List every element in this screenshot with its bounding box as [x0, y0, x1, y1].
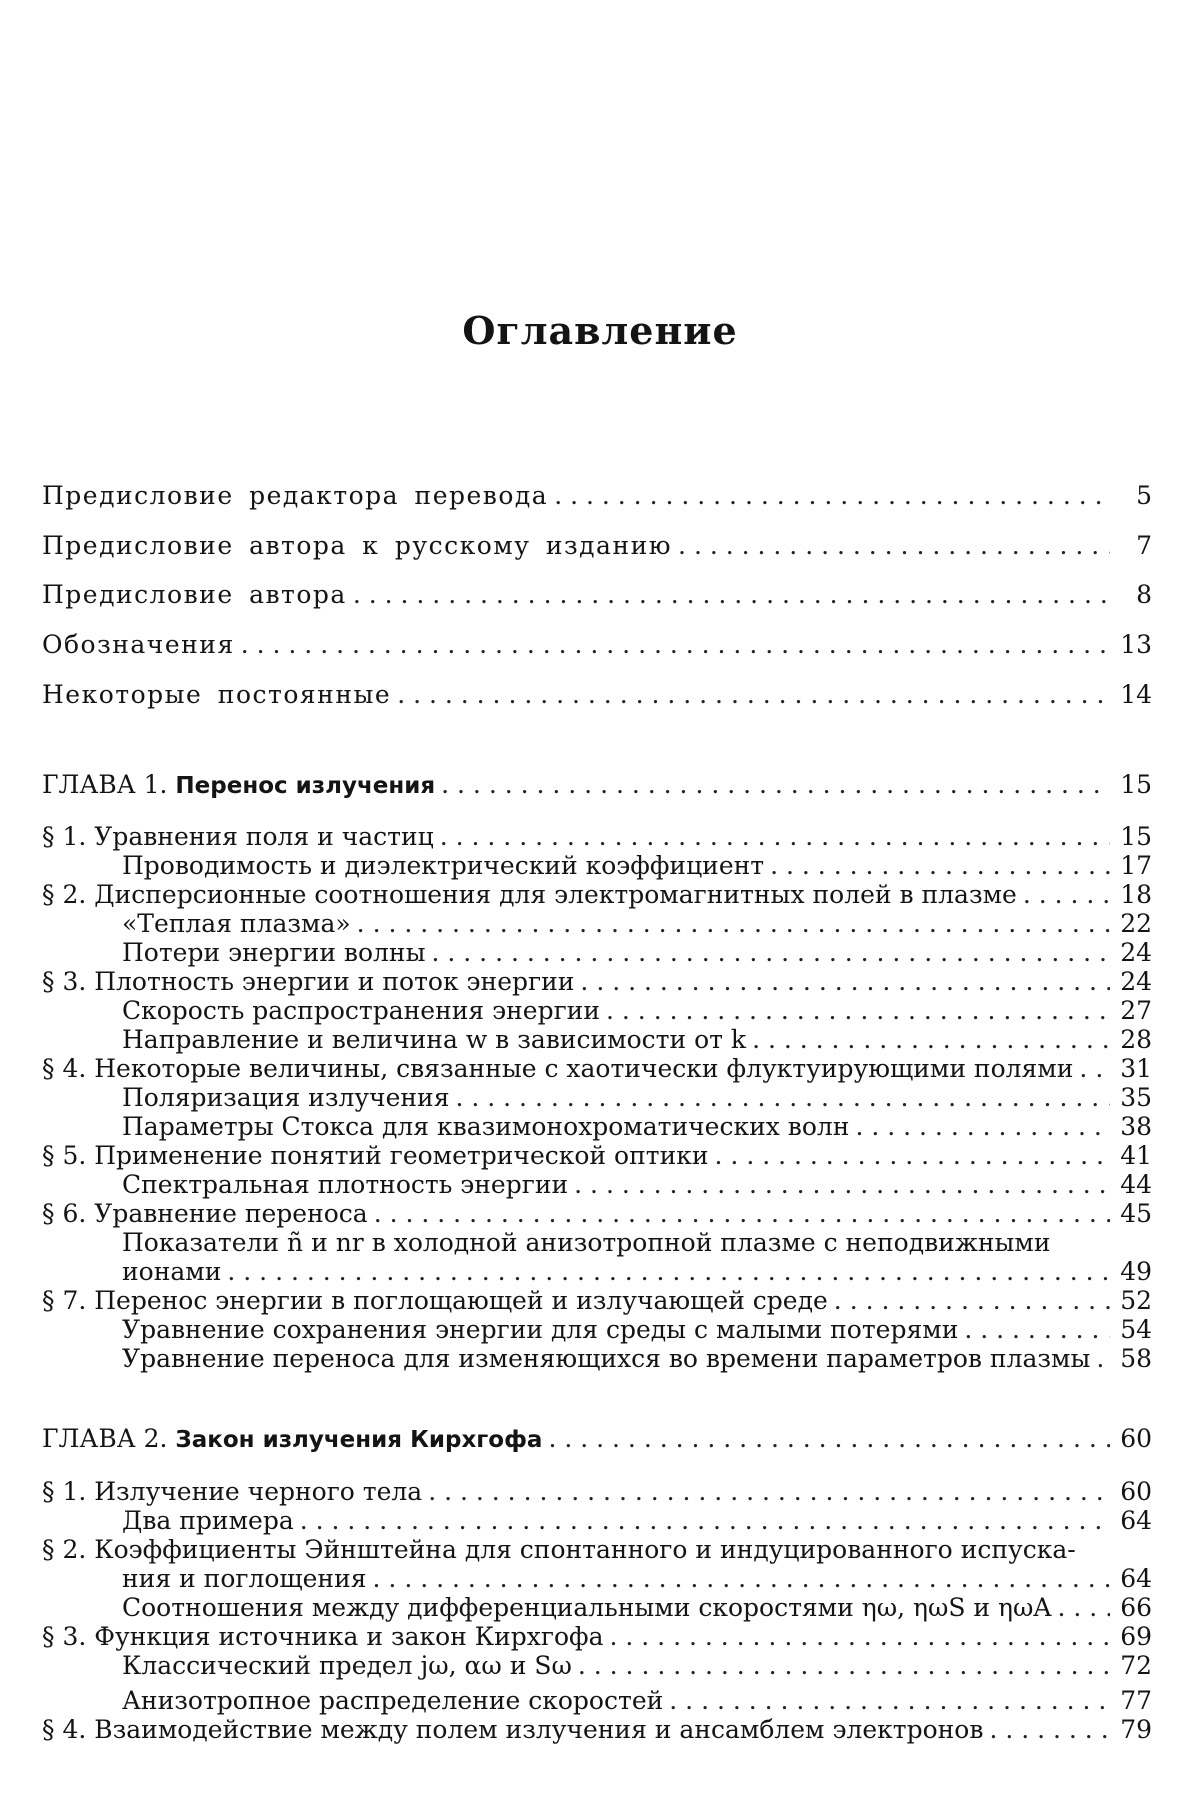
dot-leader — [441, 770, 1110, 800]
dot-leader — [752, 1025, 1110, 1055]
dot-leader — [300, 1506, 1110, 1536]
entry-title: § 6. Уравнение переноса — [42, 1199, 368, 1228]
toc-section — [42, 967, 1152, 997]
dot-leader — [357, 909, 1110, 939]
chapter-title: Закон излучения Кирхгофа — [175, 1427, 543, 1453]
dot-leader — [1057, 1593, 1110, 1623]
entry-title: § 7. Перенос энергии в поглощающей и излучающей среде — [42, 1286, 828, 1315]
toc-section — [122, 1564, 1152, 1594]
entry-title: § 3. Функция источника и закон Кирхгофа — [42, 1622, 604, 1651]
entry-title: § 2. Дисперсионные соотношения для электромагнитных полей в плазме — [42, 880, 1017, 909]
dot-leader — [373, 1564, 1110, 1594]
entry-title: Спектральная плотность энергии — [122, 1170, 569, 1199]
page-number: 17 — [1120, 851, 1152, 880]
toc-subsection — [122, 851, 1152, 881]
dot-leader — [548, 1424, 1110, 1454]
toc-section — [42, 1286, 1152, 1316]
dot-leader — [227, 1257, 1110, 1287]
page-number: 79 — [1120, 1715, 1152, 1744]
page-number: 44 — [1120, 1170, 1152, 1199]
entry-title: Некоторые постоянные — [42, 680, 392, 709]
dot-leader — [374, 1199, 1110, 1229]
dot-leader — [574, 1170, 1110, 1200]
toc-section — [42, 1141, 1152, 1171]
entry-title: ионами — [122, 1257, 222, 1286]
entry-title: Проводимость и диэлектрический коэффициент — [122, 851, 765, 880]
toc-section — [42, 1199, 1152, 1229]
entry-title: § 1. Излучение черного тела — [42, 1477, 423, 1506]
entry-title: Предисловие автора — [42, 580, 347, 609]
toc-subsection — [122, 1593, 1152, 1623]
chapter-title: Перенос излучения — [175, 773, 436, 799]
page-number: 52 — [1120, 1286, 1152, 1315]
chapter-label: ГЛАВА 1. — [42, 770, 168, 799]
entry-title: Параметры Стокса для квазимонохроматических волн — [122, 1112, 850, 1141]
entry-title: § 3. Плотность энергии и поток энергии — [42, 967, 575, 996]
entry-title: «Теплая плазма» — [122, 909, 351, 938]
dot-leader — [606, 996, 1110, 1026]
toc-subsection — [122, 1257, 1152, 1287]
toc-subsection — [122, 1315, 1152, 1345]
toc-subsection — [122, 996, 1152, 1026]
page-number: 69 — [1120, 1622, 1152, 1651]
entry-title: Уравнение переноса для изменяющихся во времени параметров плазмы — [122, 1344, 1091, 1373]
dot-leader — [989, 1715, 1110, 1745]
entry-title: Направление и величина w в зависимости от k — [122, 1025, 747, 1054]
dot-leader — [455, 1083, 1110, 1113]
entry-title: Два примера — [122, 1506, 294, 1535]
page-title: Оглавление — [462, 308, 738, 353]
toc-subsection — [122, 909, 1152, 939]
entry-title-line: Показатели ñ и nr в холодной анизотропной плазме с неподвижными — [122, 1228, 1051, 1257]
toc-entry — [42, 630, 1152, 660]
chapter-heading — [42, 1424, 1152, 1455]
page-number: 66 — [1120, 1593, 1152, 1622]
toc-section — [42, 1477, 1152, 1507]
chapter-heading — [42, 770, 1152, 801]
entry-title: Классический предел jω, αω и Sω — [122, 1651, 572, 1680]
dot-leader — [1023, 880, 1110, 910]
entry-title: Скорость распространения энергии — [122, 996, 601, 1025]
toc-section — [42, 822, 1152, 852]
page-number: 22 — [1120, 909, 1152, 938]
entry-title: Уравнение сохранения энергии для среды с малыми потерями — [122, 1315, 959, 1344]
toc-entry — [42, 531, 1152, 561]
page-number: 60 — [1120, 1424, 1152, 1453]
page-number: 58 — [1120, 1344, 1152, 1373]
dot-leader — [678, 531, 1110, 561]
chapter-label: ГЛАВА 2. — [42, 1424, 168, 1453]
entry-title: § 4. Некоторые величины, связанные с хаотически флуктуирующими полями — [42, 1054, 1074, 1083]
toc-entry — [42, 680, 1152, 710]
page-number: 13 — [1120, 630, 1152, 659]
page-number: 24 — [1120, 938, 1152, 967]
page-number: 5 — [1136, 481, 1152, 510]
entry-title: ния и поглощения — [122, 1564, 367, 1593]
page-number: 27 — [1120, 996, 1152, 1025]
dot-leader — [440, 822, 1110, 852]
toc-section — [42, 880, 1152, 910]
dot-leader — [964, 1315, 1110, 1345]
toc-section — [42, 1715, 1152, 1745]
page-number: 8 — [1136, 580, 1152, 609]
entry-title: § 5. Применение понятий геометрической оптики — [42, 1141, 709, 1170]
page-number: 41 — [1120, 1141, 1152, 1170]
toc-section — [42, 1622, 1152, 1652]
toc-subsection — [122, 1025, 1152, 1055]
page-number: 28 — [1120, 1025, 1152, 1054]
page-number: 64 — [1120, 1564, 1152, 1593]
page-number: 35 — [1120, 1083, 1152, 1112]
entry-title-line: § 2. Коэффициенты Эйнштейна для спонтанного и индуцированного испуска- — [42, 1535, 1076, 1564]
entry-title: Обозначения — [42, 630, 235, 659]
toc-subsection — [122, 1506, 1152, 1536]
entry-title: Предисловие автора к русскому изданию — [42, 531, 673, 560]
toc-subsection — [122, 1651, 1152, 1681]
page-number: 54 — [1120, 1315, 1152, 1344]
dot-leader — [610, 1622, 1111, 1652]
dot-leader — [770, 851, 1110, 881]
dot-leader — [554, 481, 1110, 511]
dot-leader — [1096, 1344, 1110, 1374]
toc-subsection — [122, 1686, 1152, 1716]
page-number: 38 — [1120, 1112, 1152, 1141]
page-number: 49 — [1120, 1257, 1152, 1286]
page-number: 18 — [1120, 880, 1152, 909]
page-number: 24 — [1120, 967, 1152, 996]
entry-title: Предисловие редактора перевода — [42, 481, 549, 510]
page-number: 15 — [1120, 822, 1152, 851]
dot-leader — [580, 967, 1110, 997]
page-number: 45 — [1120, 1199, 1152, 1228]
page-number: 72 — [1120, 1651, 1152, 1680]
entry-title: Анизотропное распределение скоростей — [122, 1686, 664, 1715]
dot-leader — [715, 1141, 1110, 1171]
dot-leader — [397, 680, 1110, 710]
toc-subsection — [122, 938, 1152, 968]
entry-title: Потери энергии волны — [122, 938, 426, 967]
page-number: 64 — [1120, 1506, 1152, 1535]
dot-leader — [578, 1651, 1110, 1681]
dot-leader — [855, 1112, 1110, 1142]
dot-leader — [1079, 1054, 1110, 1084]
dot-leader — [432, 938, 1111, 968]
dot-leader — [353, 580, 1110, 610]
toc-subsection — [122, 1112, 1152, 1142]
entry-title: Поляризация излучения — [122, 1083, 450, 1112]
entry-title: § 4. Взаимодействие между полем излучения и ансамблем электронов — [42, 1715, 984, 1744]
toc-subsection — [122, 1344, 1152, 1374]
dot-leader — [669, 1686, 1110, 1716]
dot-leader — [428, 1477, 1110, 1507]
page-number: 77 — [1120, 1686, 1152, 1715]
page-number: 15 — [1120, 770, 1152, 799]
entry-title: § 1. Уравнения поля и частиц — [42, 822, 434, 851]
page-number: 60 — [1120, 1477, 1152, 1506]
toc-section — [42, 1054, 1152, 1084]
toc-entry — [42, 481, 1152, 511]
toc-entry — [42, 580, 1152, 610]
dot-leader — [241, 630, 1110, 660]
toc-subsection — [122, 1170, 1152, 1200]
page-number: 7 — [1136, 531, 1152, 560]
page-number: 14 — [1120, 680, 1152, 709]
page-number: 31 — [1120, 1054, 1152, 1083]
dot-leader — [834, 1286, 1110, 1316]
toc-subsection — [122, 1083, 1152, 1113]
entry-title: Соотношения между дифференциальными скоростями ηω, ηωS и ηωA — [122, 1593, 1052, 1622]
